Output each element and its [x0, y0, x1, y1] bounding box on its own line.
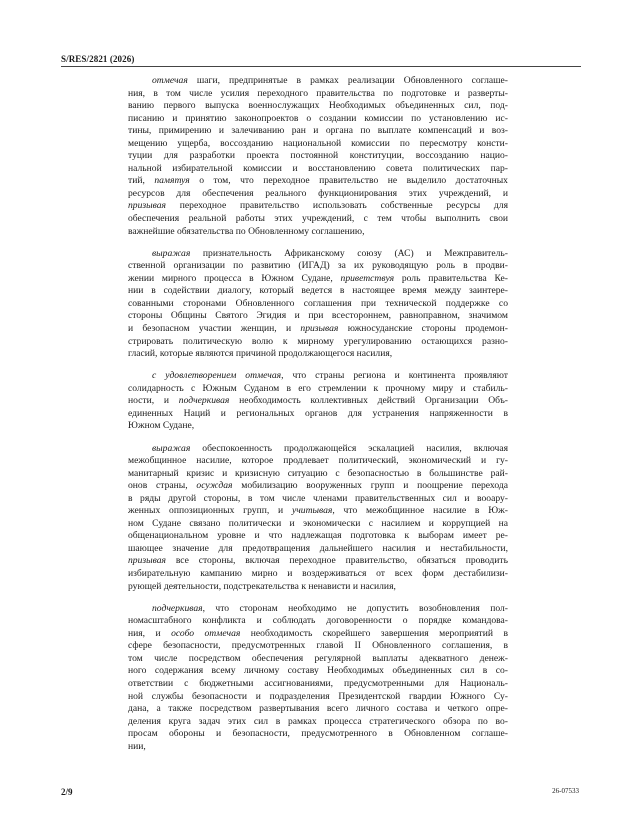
page-number: 2/9: [61, 787, 73, 797]
text-line: [128, 543, 508, 556]
text-line: [128, 273, 508, 286]
text-segment: единенных Наций и региональных органов для устранения напряженности в: [128, 407, 508, 419]
preamble-paragraph: [128, 370, 508, 433]
text-segment: , что сторонам необходимо не допустить возобновления пол-: [202, 602, 508, 614]
text-segment: роль правительства Ке-: [394, 272, 508, 284]
text-segment: дана, а также посредством развертывания всего личного состава и четкого опре-: [128, 703, 508, 715]
text-line: [128, 298, 508, 311]
text-segment: ответствии с бюджетными ассигнованиями, предусмотренными для Националь-: [128, 677, 508, 689]
text-line: [128, 455, 508, 468]
text-segment: шаги, предпринятые в рамках реализации Обновленного соглаше-: [187, 75, 508, 86]
text-segment: важнейшие обязательства по Обновленному соглашению,: [128, 225, 365, 237]
text-segment: нии в содействии диалогу, который ведется в настоящее время между заинтере-: [128, 285, 508, 297]
text-segment: мещению ущерба, воссозданию национальной комиссии по пересмотру консти-: [128, 137, 508, 149]
text-segment: в ряды другой стороны, в том числе членами правительственных сил и вооару-: [128, 492, 508, 504]
text-line: [128, 653, 508, 666]
preamble-paragraph: [128, 75, 508, 238]
text-segment: необходимость коллективных действий Организации Объ-: [229, 395, 508, 407]
text-line: [128, 443, 508, 456]
text-segment: деления круга задач этих сил в рамках процесса стратегического обзора по во-: [128, 715, 508, 727]
text-line: [128, 741, 508, 754]
text-segment: все стороны, включая переходное правительство, обязаться проводить: [166, 555, 508, 567]
text-segment: гласий, которые являются причиной продолжающегося насилия,: [128, 348, 393, 360]
text-line: [128, 420, 508, 433]
text-segment: стрировать политическую волю к мирному урегулированию остающихся разно-: [128, 335, 508, 347]
text-line: [128, 200, 508, 213]
text-segment: жении мирного процесса в Южном Судане,: [128, 272, 341, 284]
text-line: [128, 348, 508, 361]
emphasized-phrase: подчеркивая: [152, 602, 203, 614]
preamble-paragraph: [128, 443, 508, 594]
text-line: [128, 640, 508, 653]
text-line: [128, 703, 508, 716]
text-segment: туции для разработки проекта постоянной конституции, воссозданию нацио-: [128, 150, 508, 162]
emphasized-phrase: подчеркивая: [178, 395, 230, 407]
text-segment: признательность Африканскому союзу (АС) и Межправитель-: [190, 247, 508, 259]
text-line: [128, 260, 508, 273]
text-segment: ния, и: [128, 627, 172, 639]
text-line: [128, 370, 508, 383]
text-segment: ной службы безопасности и подразделения Президентской гвардии Южного Су-: [128, 690, 508, 702]
text-segment: сованными сторонами Обновленного соглашения при технической поддержке со: [128, 297, 508, 309]
text-line: [128, 468, 508, 481]
emphasized-phrase: призывая: [128, 200, 166, 212]
text-segment: Южном Судане,: [128, 420, 195, 432]
text-line: [128, 568, 508, 581]
text-segment: обеспокоенность продолжающейся эскалацией насилия, включая: [190, 442, 508, 454]
text-segment: тины, примирению и залечиванию ран и органа по выплате компенсаций и воз-: [128, 125, 508, 137]
text-segment: и безопасном участии женщин, и: [128, 322, 301, 334]
text-segment: номасштабного конфликта и соблюдать договоренности о порядке командова-: [128, 615, 508, 627]
text-line: [128, 728, 508, 741]
text-line: [128, 336, 508, 349]
preamble-paragraph: [128, 603, 508, 754]
text-line: [128, 75, 508, 88]
text-segment: онов страны,: [128, 480, 197, 492]
text-line: [128, 530, 508, 543]
text-segment: южносуданские стороны продемон-: [338, 322, 508, 334]
text-segment: солидарность с Южным Суданом в его стремлении к прочному миру и стабиль-: [128, 382, 508, 394]
text-line: [128, 505, 508, 518]
text-line: [128, 603, 508, 616]
header-rule: [61, 66, 581, 67]
text-line: [128, 383, 508, 396]
text-segment: ния, в том числе усилия переходного правительства по подготовке и разверты-: [128, 87, 508, 99]
text-line: [128, 628, 508, 641]
text-segment: , что страны региона и континента проявляют: [281, 370, 508, 382]
text-segment: мобилизацию вооруженных групп и поощрение перехода: [232, 480, 509, 492]
text-segment: общенациональном уровне и что надлежащая подготовка к выборам имеет ре-: [128, 530, 508, 542]
document-symbol: S/RES/2821 (2026): [61, 54, 135, 64]
text-segment: стороны Общины Святого Эгидия и при всестороннем, равноправном, значимом: [128, 310, 508, 322]
emphasized-phrase: учитывая: [291, 505, 333, 517]
emphasized-phrase: осуждая: [196, 480, 233, 492]
job-number: 26-07533: [552, 787, 579, 795]
text-segment: ванию первого выпуска военнослужащих Необходимых объединенных сил, под-: [128, 100, 508, 112]
text-segment: тий,: [128, 175, 155, 187]
text-line: [128, 493, 508, 506]
text-line: [128, 88, 508, 101]
text-line: [128, 285, 508, 298]
text-line: [128, 113, 508, 126]
text-line: [128, 226, 508, 239]
text-line: [128, 555, 508, 568]
text-line: [128, 175, 508, 188]
emphasized-phrase: особо отмечая: [171, 627, 241, 639]
text-segment: нальной избирательной комиссии и восстановлению совета политических пар-: [128, 162, 508, 174]
text-segment: нии,: [128, 740, 146, 752]
emphasized-phrase: приветствуя: [340, 272, 395, 284]
text-line: [128, 310, 508, 323]
text-line: [128, 678, 508, 691]
text-line: [128, 138, 508, 151]
text-segment: ного содержания всему личному составу Необходимых объединенных сил в со-: [128, 665, 508, 677]
emphasized-phrase: с удовлетворением отмечая: [152, 370, 282, 382]
text-line: [128, 323, 508, 336]
text-line: [128, 163, 508, 176]
text-segment: межобщинное насилие, которое продлевает политический, экономический и гу-: [128, 455, 508, 467]
text-line: [128, 480, 508, 493]
text-line: [128, 150, 508, 163]
text-segment: рующей деятельности, подстрекательства к ненависти и насилия,: [128, 580, 396, 592]
text-segment: писанию и принятию законопроектов о создании комиссии по установлению ис-: [128, 112, 508, 124]
text-line: [128, 691, 508, 704]
document-body: [128, 75, 508, 763]
text-line: [128, 248, 508, 261]
text-segment: женных оппозиционных групп, и: [128, 505, 292, 517]
text-segment: ности, и: [128, 395, 179, 407]
text-segment: манитарный кризис и кризисную ситуацию с безопасностью в большинстве рай-: [128, 467, 508, 479]
emphasized-phrase: памятуя: [154, 175, 190, 187]
text-line: [128, 716, 508, 729]
text-line: [128, 125, 508, 138]
text-segment: о том, что переходное правительство не выделило достаточных: [189, 175, 508, 187]
text-line: [128, 518, 508, 531]
text-line: [128, 213, 508, 226]
text-segment: ресурсов для обеспечения реального функционирования этих учреждений, и: [128, 187, 508, 199]
text-line: [128, 581, 508, 594]
text-segment: просам обороны и безопасности, предусмотренного в Обновленном соглаше-: [128, 728, 508, 740]
text-segment: обеспечения реальной работы этих учреждений, с тем чтобы выполнить свои: [128, 213, 508, 225]
emphasized-phrase: призывая: [128, 555, 166, 567]
text-segment: сфере безопасности, предусмотренных главой II Обновленного соглашения, в: [128, 640, 508, 652]
text-line: [128, 100, 508, 113]
emphasized-phrase: отмечая: [152, 75, 188, 86]
text-line: [128, 665, 508, 678]
text-line: [128, 188, 508, 201]
text-line: [128, 408, 508, 421]
emphasized-phrase: призывая: [300, 322, 339, 334]
text-segment: шающее значение для предотвращения дальнейшего насилия и нестабильности,: [128, 542, 508, 554]
text-segment: ном Судане связано политически и экономически с насилием и коррупцией на: [128, 517, 508, 529]
text-segment: переходное правительство использовать собственные ресурсы для: [166, 200, 508, 212]
text-segment: , что межобщинное насилие в Юж-: [332, 505, 509, 517]
text-segment: том числе посредством обеспечения регулярной выплаты адекватного денеж-: [128, 652, 508, 664]
text-segment: избирательную кампанию мирно и воздерживаться от всех форм дестабилизи-: [128, 568, 508, 580]
text-segment: необходимость скорейшего завершения мероприятий в: [240, 627, 508, 639]
text-segment: ственной организации по развитию (ИГАД) за их руководящую роль в продви-: [128, 260, 508, 272]
emphasized-phrase: выражая: [152, 247, 191, 259]
text-line: [128, 615, 508, 628]
text-line: [128, 395, 508, 408]
preamble-paragraph: [128, 248, 508, 361]
emphasized-phrase: выражая: [152, 442, 191, 454]
